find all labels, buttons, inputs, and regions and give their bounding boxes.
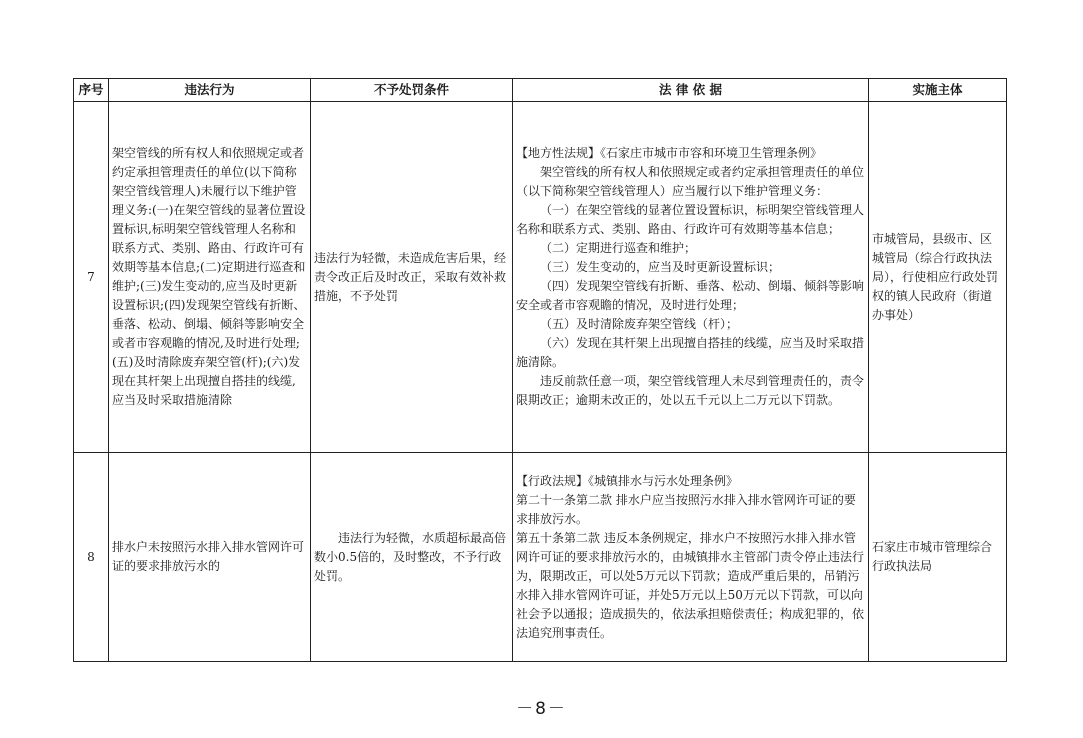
penalty-table [73, 78, 1007, 662]
header-basis: 法 律 依 据 [513, 79, 869, 102]
basis-line: （六）发现在其杆架上出现擅自搭挂的线缆，应当及时采取措施清除。 [516, 336, 865, 369]
basis-line: （三）发生变动的，应当及时更新设置标识； [540, 260, 781, 274]
basis-line: 【地方性法规】《石家庄市城市市容和环境卫生管理条例》 [516, 146, 823, 160]
header-subject: 实施主体 [869, 79, 1007, 102]
table-row [74, 102, 1007, 453]
table-row [74, 453, 1007, 662]
legal-basis-cell [513, 453, 869, 662]
basis-line: 第二十一条第二款 排水户应当按照污水排入排水管网许可证的要求排放污水。 [516, 492, 856, 526]
basis-line: 违反前款任意一项，架空管线管理人未尽到管理责任的，责令限期改正；逾期未改正的，处以五千元以上二万元以下罚款。 [516, 374, 865, 407]
table-header-row [74, 79, 1007, 102]
basis-line: 【行政法规】《城镇排水与污水处理条例》 [516, 473, 739, 488]
exemption-cell: 违法行为轻微，水质超标最高倍数小0.5倍的，及时整改，不予行政处罚。 [311, 453, 513, 662]
violation-cell: 排水户未按照污水排入排水管网许可证的要求排放污水的 [109, 453, 311, 662]
basis-line: 架空管线的所有权人和依照规定或者约定承担管理责任的单位（以下简称架空管线管理人）应当履行以下维护管理义务： [516, 165, 865, 198]
header-act: 违法行为 [109, 79, 311, 102]
row-number: 7 [74, 102, 109, 453]
violation-cell: 架空管线的所有权人和依照规定或者约定承担管理责任的单位(以下简称架空管线管理人)未履行以下维护管理义务:(一)在架空管线的显著位置设置标识,标明架空管线管理人名称和联系方式、类别、路由、行政许可有效期等基本信息;(二)定期进行巡查和维护;(三)发生变动的,应当及时更新设置标识;(四)发现架空管线有折断、垂落、松动、倒塌、倾斜等影响安全 或者市容观瞻的情况,及时进行处理;(五)及时清除废弃架空管(杆);(六)发现在其杆架上出现擅自搭挂的线缆,应当及时采取措施清除 [109, 102, 311, 453]
basis-line: （五）及时清除废弃架空管线（杆）； [540, 317, 739, 331]
basis-line: （一）在架空管线的显著位置设置标识，标明架空管线管理人名称和联系方式、类别、路由、行政许可有效期等基本信息； [516, 203, 865, 236]
row-number: 8 [74, 453, 109, 662]
exemption-cell: 违法行为轻微，未造成危害后果，经责令改正后及时改正，采取有效补救措施，不予处罚 [311, 102, 513, 453]
basis-line: （二）定期进行巡查和维护； [540, 241, 697, 255]
basis-line: 第五十条第二款 违反本条例规定，排水户不按照污水排入排水管网许可证的要求排放污水的，由城镇排水主管部门责令停止违法行为，限期改正，可以处5万元以下罚款；造成严重后果的，吊销污水排入排水管网许可证，并处5万元以上50万元以下罚款，可以向社会予以通报；造成损失的，依法承担赔偿责任；构成犯罪的，依法追究刑事责任。 [516, 530, 865, 640]
subject-cell: 石家庄市城市管理综合行政执法局 [869, 453, 1007, 662]
subject-cell: 市城管局，县级市、区城管局（综合行政执法局），行使相应行政处罚权的镇人民政府（街道办事处） [869, 102, 1007, 453]
basis-line: （四）发现架空管线有折断、垂落、松动、倒塌、倾斜等影响安全或者市容观瞻的情况，及时进行处理； [516, 279, 865, 312]
header-num: 序号 [74, 79, 109, 102]
legal-basis-cell [513, 102, 869, 453]
header-cond: 不予处罚条件 [311, 79, 513, 102]
page-number: －8－ [516, 699, 567, 719]
